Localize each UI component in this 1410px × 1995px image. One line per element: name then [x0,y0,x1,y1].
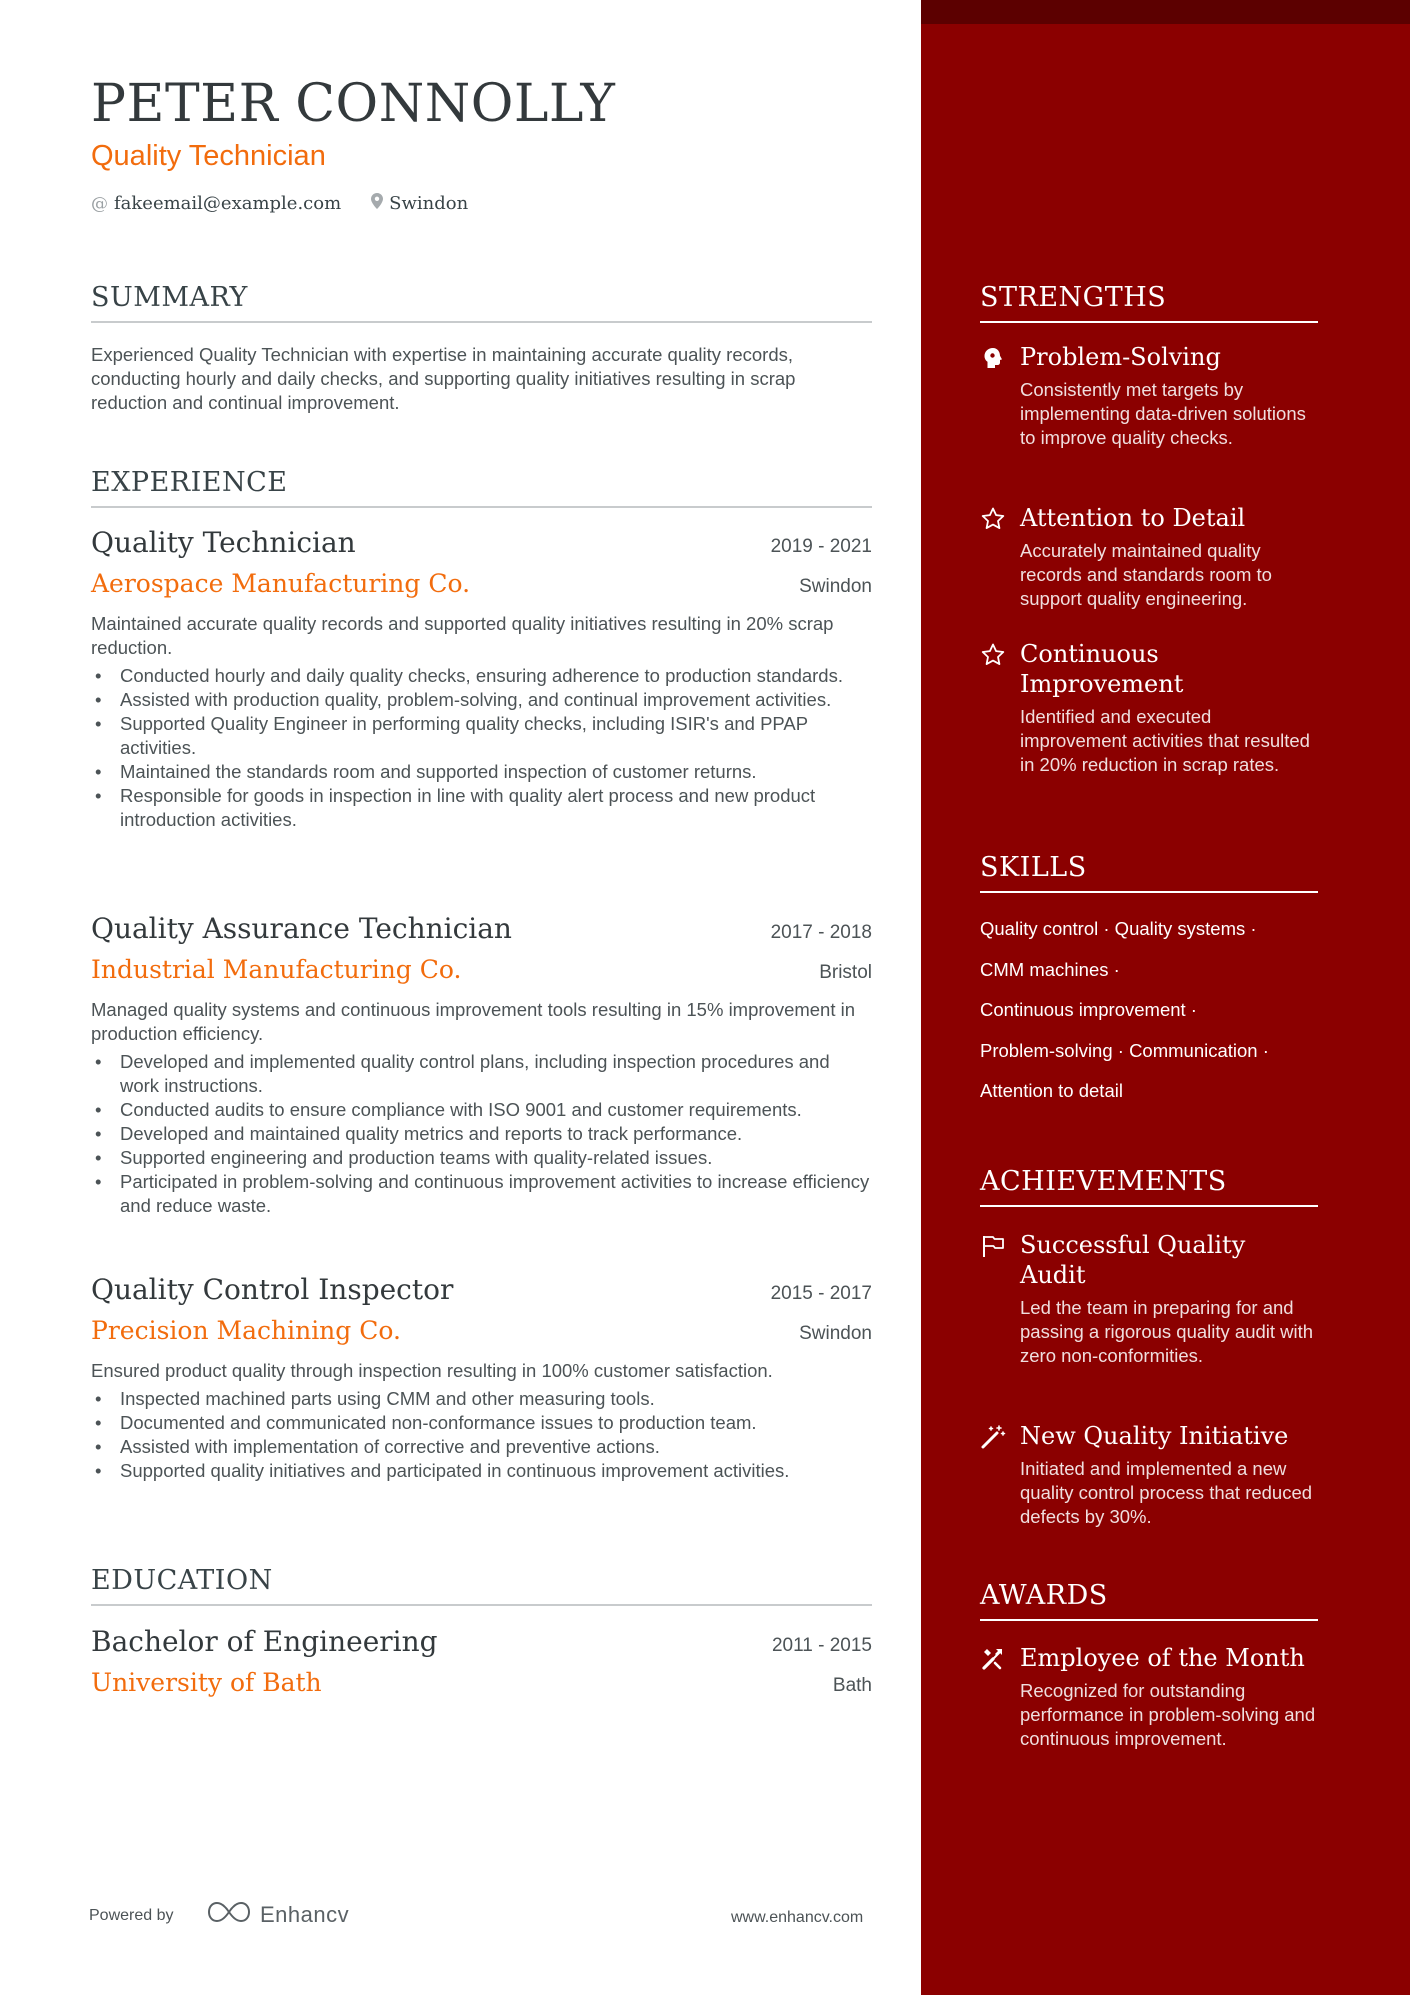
job-location: Swindon [799,1323,872,1344]
job-title: Quality Technician [91,526,356,559]
strength-item [980,639,1320,777]
bullet-item: • Supported Quality Engineer in performing quality checks, including ISIR's and PPAP activities. [91,712,872,760]
candidate-name: PETER CONNOLLY [91,74,616,134]
job-dates: 2015 - 2017 [770,1283,872,1304]
bullet-item: • Developed and implemented quality control plans, including inspection procedures and work instructions. [91,1050,872,1098]
achievement-text: Led the team in preparing for and passing a rigorous quality audit with zero non-conformities. [1020,1297,1314,1366]
strength-text: Accurately maintained quality records and standards room to support quality engineering. [1020,540,1272,609]
candidate-title: Quality Technician [91,140,326,172]
bullet-item: • Inspected machined parts using CMM and other measuring tools. [91,1387,872,1411]
contact-row [91,193,468,214]
brand-name: Enhancv [260,1901,350,1927]
awards-heading: AWARDS [980,1580,1318,1621]
job-description: Managed quality systems and continuous improvement tools resulting in 15% improvement in production efficiency. [91,999,856,1044]
education-entry [91,1625,872,1697]
website-link[interactable]: www.enhancv.com [731,1909,864,1926]
bullet-item: • Conducted audits to ensure compliance with ISO 9001 and customer requirements. [91,1098,872,1122]
job-bullets [91,1387,872,1483]
bullet-item: • Documented and communicated non-conformance issues to production team. [91,1411,872,1435]
skill-line: Attention to detail [980,1080,1123,1101]
bullet-item: • Conducted hourly and daily quality checks, ensuring adherence to production standards. [91,664,872,688]
magic-wand-icon [980,1421,1020,1450]
strength-title: Attention to Detail [1020,504,1246,532]
education-heading: EDUCATION [91,1565,872,1606]
award-text: Recognized for outstanding performance in problem-solving and continuous improvement. [1020,1680,1316,1749]
education-dates: 2011 - 2015 [771,1635,872,1656]
skills-heading: SKILLS [980,852,1318,893]
at-icon: @ [91,193,108,214]
flag-icon [980,1230,1020,1259]
pin-icon [371,193,383,214]
award-item [980,1643,1320,1751]
job-description: Maintained accurate quality records and supported quality initiatives resulting in 20% scrap reduction. [91,613,834,658]
job-bullets [91,1050,872,1218]
achievement-text: Initiated and implemented a new quality control process that reduced defects by 30%. [1020,1458,1313,1527]
bullet-item: • Maintained the standards room and supported inspection of customer returns. [91,760,872,784]
achievement-item [980,1230,1320,1368]
bullet-item: • Participated in problem-solving and continuous improvement activities to increase efficiency and reduce waste. [91,1170,872,1218]
job-entry [91,912,872,1218]
strengths-heading: STRENGTHS [980,282,1318,323]
enhancv-logo[interactable] [206,1900,349,1929]
job-location: Bristol [819,962,872,983]
school-location: Bath [832,1675,872,1696]
job-entry [91,526,872,832]
job-description: Ensured product quality through inspection resulting in 100% customer satisfaction. [91,1360,773,1381]
job-dates: 2017 - 2018 [770,922,872,943]
achievement-item [980,1421,1320,1529]
summary-heading: SUMMARY [91,282,872,323]
skill-line: Continuous improvement · [980,999,1197,1020]
job-dates: 2019 - 2021 [770,536,872,557]
job-company: Industrial Manufacturing Co. [91,955,462,984]
strength-item [980,342,1320,450]
tools-icon [980,1643,1020,1672]
star-icon [980,639,1020,668]
star-icon [980,503,1020,532]
job-title: Quality Assurance Technician [91,912,512,945]
brain-icon [980,342,1020,371]
bullet-item: • Assisted with production quality, problem-solving, and continual improvement activities. [91,688,872,712]
job-entry [91,1273,872,1483]
strength-item [980,503,1320,611]
achievement-title: New Quality Initiative [1020,1422,1289,1450]
job-bullets [91,664,872,832]
job-location: Swindon [799,576,872,597]
experience-heading: EXPERIENCE [91,467,872,508]
strength-text: Identified and executed improvement activities that resulted in 20% reduction in scrap rates. [1020,706,1310,775]
summary-text: Experienced Quality Technician with expertise in maintaining accurate quality records, conducting hourly and daily checks, and supporting quality initiatives resulting in scrap reduction and continual improvement. [91,344,796,413]
bullet-item: • Assisted with implementation of corrective and preventive actions. [91,1435,872,1459]
infinity-icon [206,1900,252,1929]
school-name: University of Bath [91,1668,322,1697]
bullet-item: • Supported quality initiatives and participated in continuous improvement activities. [91,1459,872,1483]
skill-line: CMM machines · [980,958,1120,980]
skills-list [980,914,1320,1117]
award-title: Employee of the Month [1020,1644,1305,1672]
achievement-title: Successful Quality Audit [1020,1231,1246,1289]
bullet-item: • Developed and maintained quality metrics and reports to track performance. [91,1122,872,1146]
job-company: Aerospace Manufacturing Co. [91,569,471,598]
achievements-heading: ACHIEVEMENTS [980,1166,1318,1207]
strength-title: Continuous Improvement [1020,640,1184,698]
strength-title: Problem-Solving [1020,343,1221,371]
strength-text: Consistently met targets by implementing data-driven solutions to improve quality checks. [1020,379,1306,448]
skill-line: Problem-solving · Communication · [980,1039,1269,1061]
job-title: Quality Control Inspector [91,1273,454,1306]
email-text[interactable]: fakeemail@example.com [114,193,342,214]
location-text: Swindon [389,193,469,214]
job-company: Precision Machining Co. [91,1316,401,1345]
bullet-item: • Responsible for goods in inspection in line with quality alert process and new product introduction activities. [91,784,872,832]
powered-by-label: Powered by [89,1907,174,1924]
degree-title: Bachelor of Engineering [91,1625,438,1658]
skill-line: Quality control · Quality systems · [980,918,1257,939]
bullet-item: • Supported engineering and production teams with quality-related issues. [91,1146,872,1170]
sidebar-top-bar [921,0,1410,24]
